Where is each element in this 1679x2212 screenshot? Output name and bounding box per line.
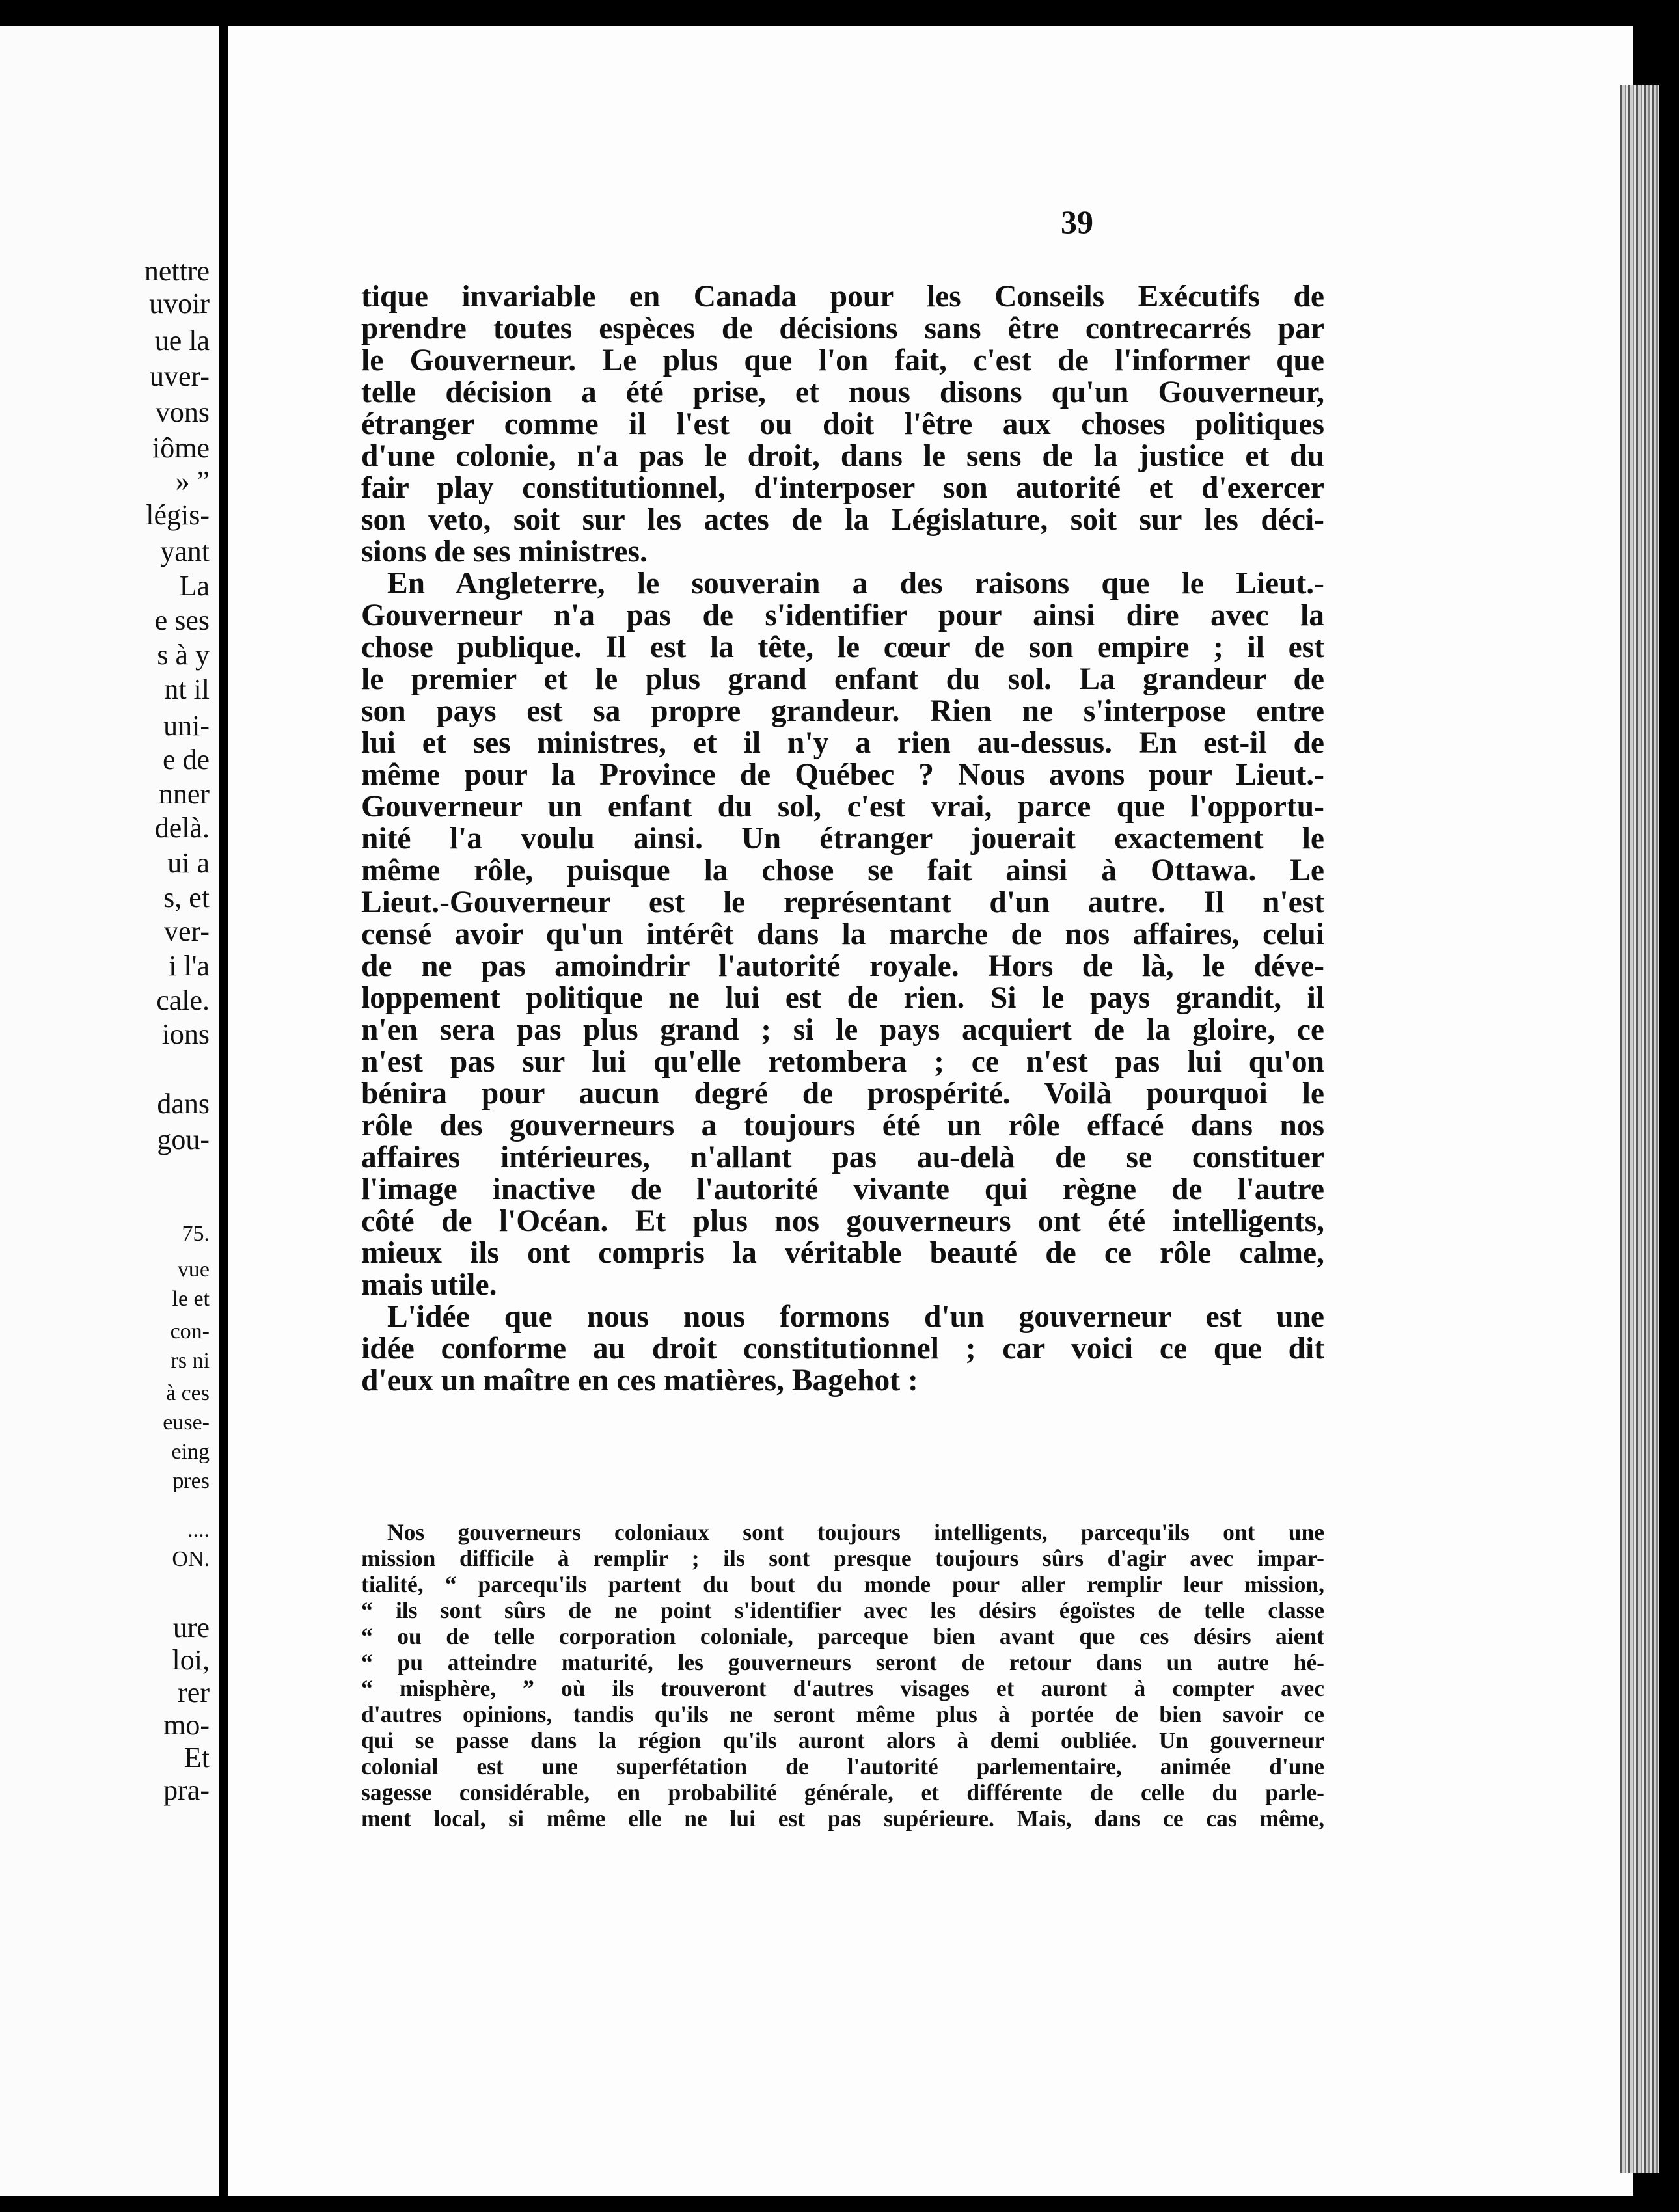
body-line: le Gouverneur. Le plus que l'on fait, c'est de l'informer que <box>361 344 1324 377</box>
footnote-line: ment local, si même elle ne lui est pas supérieure. Mais, dans ce cas même, <box>361 1805 1324 1831</box>
body-line: lui et ses ministres, et il n'y a rien au-dessus. En est-il de <box>361 726 1324 760</box>
left-page-fragment: pra- <box>163 1774 210 1806</box>
left-page-fragment: ue la <box>154 325 210 357</box>
book-gutter <box>219 0 228 2212</box>
left-page-fragment: ure <box>172 1612 210 1643</box>
left-page-fragment: La <box>179 570 210 602</box>
body-text <box>361 281 1324 1397</box>
body-line: même rôle, puisque la chose se fait ainsi à Ottawa. Le <box>361 854 1324 887</box>
body-line: telle décision a été prise, et nous disons qu'un Gouverneur, <box>361 375 1324 409</box>
left-page-fragment: vue <box>177 1258 210 1282</box>
left-page-fragment: iôme <box>152 432 210 464</box>
body-line: En Angleterre, le souverain a des raisons que le Lieut.- <box>387 567 1324 600</box>
body-line: tique invariable en Canada pour les Conseils Exécutifs de <box>361 280 1324 314</box>
footnote-line: “ ils sont sûrs de ne point s'identifier avec les désirs égoïstes de telle classe <box>361 1597 1324 1623</box>
body-line: Lieut.-Gouverneur est le représentant d'un autre. Il n'est <box>361 885 1324 919</box>
footnote-line: sagesse considérable, en probabilité générale, et différente de celle du parle- <box>361 1779 1324 1805</box>
body-line: Gouverneur un enfant du sol, c'est vrai, parce que l'opportu- <box>361 790 1324 824</box>
body-line: censé avoir qu'un intérêt dans la marche de nos affaires, celui <box>361 917 1324 951</box>
body-line: affaires intérieures, n'allant pas au-delà de se constituer <box>361 1140 1324 1174</box>
left-page-fragment: le et <box>172 1287 210 1311</box>
body-line: prendre toutes espèces de décisions sans être contrecarrés par <box>361 312 1324 345</box>
left-page-fragment: » ” <box>175 465 210 497</box>
footnote-line: colonial est une superfétation de l'autorité parlementaire, animée d'une <box>361 1753 1324 1779</box>
left-page-fragment: mo- <box>163 1709 210 1741</box>
body-line: loppement politique ne lui est de rien. Si le pays grandit, il <box>361 981 1324 1015</box>
left-page-fragment: ON. <box>172 1547 210 1571</box>
footnote-text <box>361 1519 1324 1831</box>
left-page-fragment: Et <box>184 1742 210 1774</box>
body-line: sions de ses ministres. <box>361 535 648 569</box>
left-page-fragment: s, et <box>163 882 210 913</box>
left-page-fragment: yant <box>160 535 210 567</box>
left-page-fragment: cale. <box>156 984 210 1016</box>
body-line: mieux ils ont compris la véritable beauté de ce rôle calme, <box>361 1236 1324 1270</box>
left-page-fragment: nner <box>158 778 210 810</box>
body-line: bénira pour aucun degré de prospérité. Voilà pourquoi le <box>361 1077 1324 1111</box>
body-line: son veto, soit sur les actes de la Législature, soit sur les déci- <box>361 503 1324 537</box>
footnote-line: qui se passe dans la région qu'ils auront alors à demi oubliée. Un gouverneur <box>361 1727 1324 1753</box>
left-page-fragment: ui a <box>167 847 210 879</box>
left-page-fragment: eing <box>171 1440 210 1464</box>
body-line: Gouverneur n'a pas de s'identifier pour ainsi dire avec la <box>361 599 1324 632</box>
left-facing-page <box>0 26 219 2196</box>
left-page-fragment: nettre <box>144 255 210 287</box>
left-page-fragment: s à y <box>157 639 210 671</box>
footnote-line: “ pu atteindre maturité, les gouverneurs seront de retour dans un autre hé- <box>361 1649 1324 1675</box>
body-line: d'eux un maître en ces matières, Bagehot : <box>361 1364 918 1397</box>
body-line: étranger comme il l'est ou doit l'être aux choses politiques <box>361 407 1324 441</box>
footnote-line: d'autres opinions, tandis qu'ils ne seront même plus à portée de bien savoir ce <box>361 1701 1324 1727</box>
body-line: côté de l'Océan. Et plus nos gouverneurs ont été intelligents, <box>361 1204 1324 1238</box>
body-line: l'image inactive de l'autorité vivante qui règne de l'autre <box>361 1172 1324 1206</box>
left-page-fragment: à ces <box>165 1381 210 1405</box>
body-line: rôle des gouverneurs a toujours été un rôle effacé dans nos <box>361 1109 1324 1142</box>
body-line: n'est pas sur lui qu'elle retombera ; ce n'est pas lui qu'on <box>361 1045 1324 1079</box>
left-page-fragment: vons <box>155 396 210 428</box>
footnote-line: “ ou de telle corporation coloniale, parceque bien avant que ces désirs aient <box>361 1623 1324 1649</box>
left-page-fragment: euse- <box>163 1410 210 1435</box>
main-page <box>228 26 1633 2196</box>
page-edges <box>1620 85 1659 2173</box>
page-number: 39 <box>1061 204 1093 240</box>
left-page-fragment: ver- <box>164 915 210 947</box>
left-page-fragment: ions <box>161 1018 210 1050</box>
body-line: même pour la Province de Québec ? Nous avons pour Lieut.- <box>361 758 1324 792</box>
left-page-fragment: légis- <box>146 499 210 531</box>
left-page-fragment: delà. <box>154 812 210 844</box>
left-page-fragment: con- <box>170 1319 210 1343</box>
left-page-fragment: i l'a <box>169 950 210 982</box>
left-page-fragment: pres <box>172 1469 210 1493</box>
left-page-fragment: uvoir <box>149 288 210 319</box>
footnote-line: “ misphère, ” où ils trouveront d'autres visages et auront à compter avec <box>361 1675 1324 1701</box>
left-page-fragment: loi, <box>172 1644 210 1676</box>
body-line: n'en sera pas plus grand ; si le pays acquiert de la gloire, ce <box>361 1013 1324 1047</box>
left-page-fragment: gou- <box>157 1124 210 1155</box>
left-page-fragment: 75. <box>182 1222 210 1246</box>
body-line: d'une colonie, n'a pas le droit, dans le sens de la justice et du <box>361 439 1324 473</box>
footnote-line: mission difficile à remplir ; ils sont presque toujours sûrs d'agir avec impar- <box>361 1545 1324 1571</box>
body-line: mais utile. <box>361 1268 497 1302</box>
body-line: L'idée que nous nous formons d'un gouverneur est une <box>387 1300 1324 1334</box>
left-page-fragment: .... <box>187 1518 210 1542</box>
left-page-fragment: dans <box>157 1088 210 1120</box>
body-line: nité l'a voulu ainsi. Un étranger jouerait exactement le <box>361 822 1324 856</box>
footnote-line: Nos gouverneurs coloniaux sont toujours intelligents, parcequ'ils ont une <box>387 1519 1324 1545</box>
body-line: chose publique. Il est la tête, le cœur de son empire ; il est <box>361 630 1324 664</box>
body-line: fair play constitutionnel, d'interposer son autorité et d'exercer <box>361 471 1324 505</box>
left-page-fragment: uni- <box>163 710 210 742</box>
left-page-fragment: rer <box>178 1677 210 1708</box>
left-page-fragment: uver- <box>150 360 210 392</box>
body-line: idée conforme au droit constitutionnel ; car voici ce que dit <box>361 1332 1324 1366</box>
footnote-line: tialité, “ parcequ'ils partent du bout du monde pour aller remplir leur mission, <box>361 1571 1324 1597</box>
body-line: de ne pas amoindrir l'autorité royale. Hors de là, le déve- <box>361 949 1324 983</box>
left-page-fragment: e de <box>162 744 210 776</box>
left-page-fragment: e ses <box>154 604 210 636</box>
left-page-fragment: nt il <box>164 673 210 705</box>
body-line: son pays est sa propre grandeur. Rien ne s'interpose entre <box>361 694 1324 728</box>
body-line: le premier et le plus grand enfant du sol. La grandeur de <box>361 662 1324 696</box>
left-page-fragment: rs ni <box>171 1349 210 1373</box>
